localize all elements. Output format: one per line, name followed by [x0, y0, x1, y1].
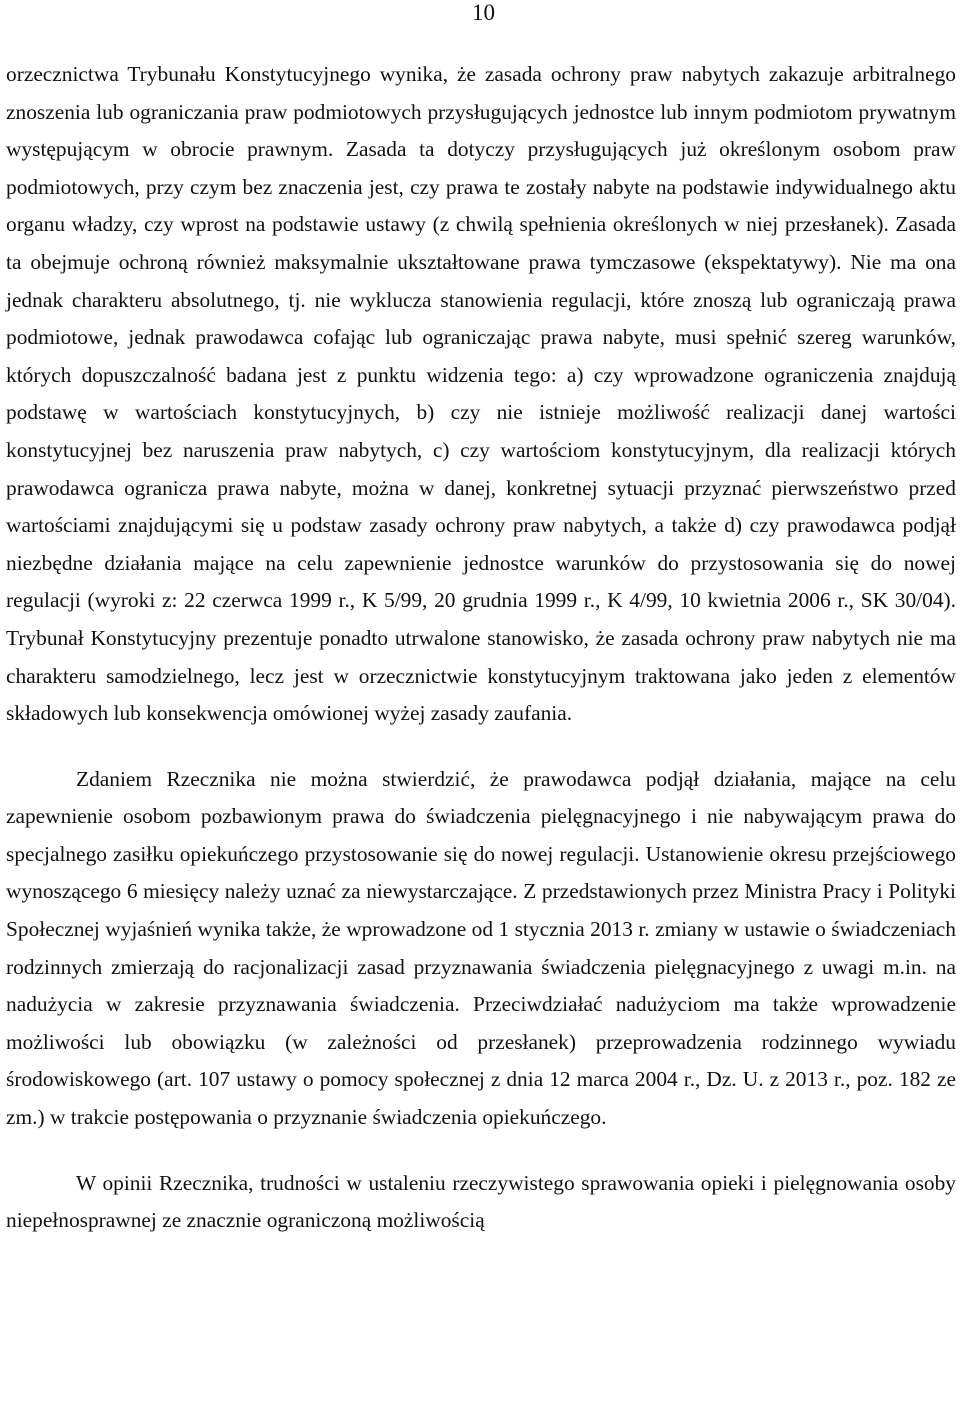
paragraph-rzecznik-difficulties: W opinii Rzecznika, trudności w ustaleniu rzeczywistego sprawowania opieki i pielęgnowania osoby niepełnosprawnej ze znacznie ograniczoną możliwością — [6, 1170, 956, 1233]
paragraph-rzecznik-opinion: Zdaniem Rzecznika nie można stwierdzić, że prawodawca podjął działania, mające na celu zapewnienie osobom pozbawionym prawa do świadczenia pielęgnacyjnego i nie nabywającym prawa do specjalnego zasiłku opiekuńczego przystosowanie się do nowej regulacji. Ustanowienie okresu przejściowego wynoszącego 6 miesięcy należy uznać za niewystarczające. Z przedstawionych przez Ministra Pracy i Polityki Społecznej wyjaśnień wynika także, że wprowadzone od 1 stycznia 2013 r. zmiany w ustawie o świadczeniach rodzinnych zmierzają do racjonalizacji zasad przyznawania świadczenia pielęgnacyjnego z uwagi m.in. na nadużycia w zakresie przyznawania świadczenia. Przeciwdziałać nadużyciom ma także wprowadzenie możliwości lub obowiązku (w zależności od przesłanek) przeprowadzenia rodzinnego wywiadu środowiskowego (art. 107 ustawy o pomocy społecznej z dnia 12 marca 2004 r., Dz. U. z 2013 r., poz. 182 ze zm.) w trakcie postępowania o przyznanie świadczenia opiekuńczego. — [6, 766, 956, 1130]
page-number: 10 — [472, 0, 495, 25]
document-body — [6, 56, 956, 1240]
paragraph-continued: orzecznictwa Trybunału Konstytucyjnego wynika, że zasada ochrony praw nabytych zakazuje arbitralnego znoszenia lub ograniczania praw podmiotowych przysługujących jednostce lub innym podmiotom prywatnym występującym w obrocie prawnym. Zasada ta dotyczy przysługujących już określonym osobom praw podmiotowych, przy czym bez znaczenia jest, czy prawa te zostały nabyte na podstawie indywidualnego aktu organu władzy, czy wprost na podstawie ustawy (z chwilą spełnienia określonych w niej przesłanek). Zasada ta obejmuje ochroną również maksymalnie ukształtowane prawa tymczasowe (ekspektatywy). Nie ma ona jednak charakteru absolutnego, tj. nie wyklucza stanowienia regulacji, które znoszą lub ograniczają prawa podmiotowe, jednak prawodawca cofając lub ograniczając prawa nabyte, musi spełnić szereg warunków, których dopuszczalność badana jest z punktu widzenia tego: a) czy wprowadzone ograniczenia znajdują podstawę w wartościach konstytucyjnych, b) czy nie istnieje możliwość realizacji danej wartości konstytucyjnej bez naruszenia praw nabytych, c) czy wartościom konstytucyjnym, dla realizacji których prawodawca ogranicza prawa nabyte, można w danej, konkretnej sytuacji przyznać pierwszeństwo przed wartościami znajdującymi się u podstaw zasady ochrony praw nabytych, a także d) czy prawodawca podjął niezbędne działania mające na celu zapewnienie jednostce warunków do przystosowania się do nowej regulacji (wyroki z: 22 czerwca 1999 r., K 5/99, 20 grudnia 1999 r., K 4/99, 10 kwietnia 2006 r., SK 30/04). Trybunał Konstytucyjny prezentuje ponadto utrwalone stanowisko, że zasada ochrony praw nabytych nie ma charakteru samodzielnego, lecz jest w orzecznictwie konstytucyjnym traktowana jako jeden z elementów składowych lub konsekwencja omówionej wyżej zasady zaufania. — [6, 62, 956, 726]
